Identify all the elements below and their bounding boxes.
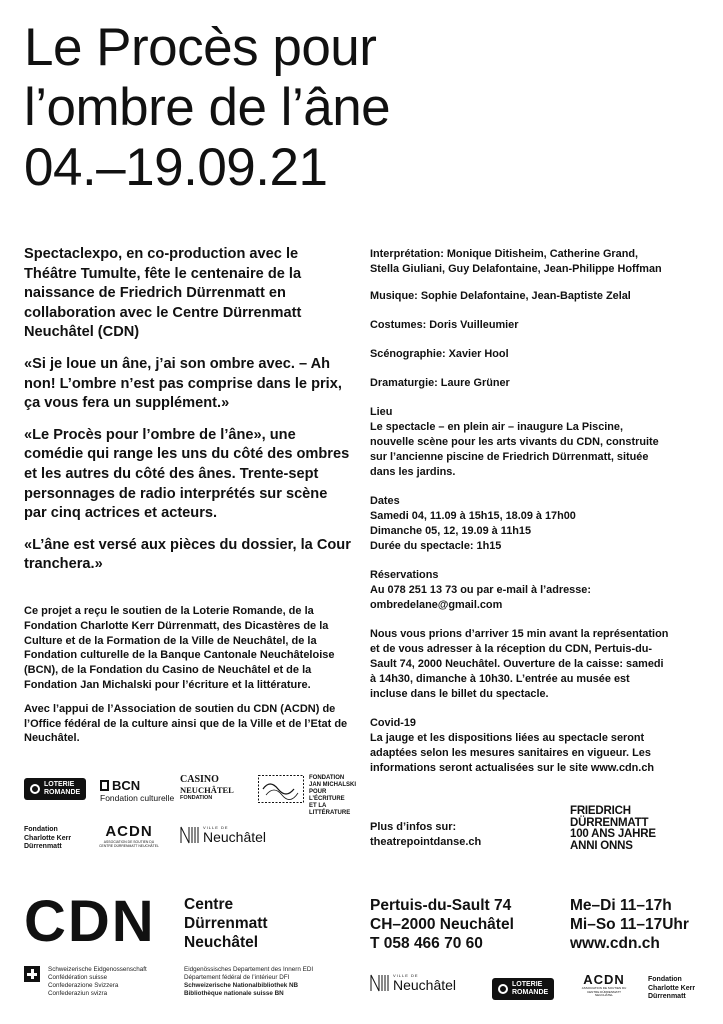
address-phone: T 058 466 70 60	[370, 935, 483, 952]
casino-neuchatel-logo	[180, 774, 250, 802]
acdn-sublabel: ASSOCIATION DE SOUTIEN DU CENTRE DÜRRENMATT NEUCHÂTEL	[99, 840, 159, 848]
loterie-romande-logo	[24, 778, 86, 800]
footer-ville-neuchatel-logo	[370, 974, 456, 992]
dates-section	[370, 494, 670, 554]
bcn-sublabel: Fondation culturelle	[100, 793, 175, 803]
address-street: Pertuis-du-Sault 74	[370, 897, 512, 914]
swiss-confederation-logo	[24, 966, 147, 998]
cdn-hours	[570, 896, 689, 953]
intro-paragraph-1: Spectaclexpo, en co-production avec le Théâtre Tumulte, fête le centenaire de la naissance de Friedrich Dürrenmatt en collaboration avec le Centre Dürrenmatt Neuchâtel (CDN)	[24, 246, 302, 341]
cdn-address	[370, 896, 514, 953]
hours-de: Mi–So 11–17Uhr	[570, 916, 689, 933]
cdn-name-1: Centre	[184, 896, 234, 913]
dates-line-2: Dimanche 05, 12, 19.09 à 11h15	[370, 525, 532, 537]
address-city: CH–2000 Neuchâtel	[370, 916, 514, 933]
acdn-label: ACDN	[105, 823, 153, 840]
michalski-ornament-icon	[258, 775, 304, 803]
fd-text-3: 100 ANS JAHRE	[570, 828, 656, 840]
intro-quote-1: «Si je loue un âne, j’ai son ombre avec. – Ah non! L’ombre n’est pas comprise dans le prix, ça vous fera un supplément.»	[24, 355, 342, 412]
footer-ckd-text-3: Dürrenmatt	[648, 993, 686, 1000]
ville-neuchatel-mark-icon	[180, 826, 200, 844]
loterie-circle-icon	[30, 784, 40, 794]
lieu-heading: Lieu	[370, 406, 393, 418]
casino-neuchatel-label: NEUCHÂTEL	[180, 785, 234, 795]
credit-scenographie: Scénographie: Xavier Hool	[370, 348, 509, 360]
swiss-cross-icon	[24, 966, 40, 982]
federal-department	[184, 966, 313, 998]
ville-small-label: VILLE DE	[203, 825, 229, 830]
intro-text	[24, 245, 354, 587]
title-line-1: Le Procès pour	[24, 18, 377, 77]
ville-neuchatel-logo	[180, 826, 266, 844]
intro-paragraph-2: «Le Procès pour l’ombre de l’âne», une comédie qui range les uns du côté des ombres et les autres du côté des ânes. Trente-sept personnages de radio interprétés sur scène par cinq actrices et acteurs.	[24, 426, 350, 522]
lieu-section	[370, 405, 670, 480]
dept-text-2: Département fédéral de l’intérieur DFI	[184, 974, 290, 981]
more-info-link[interactable]: theatrepointdanse.ch	[370, 836, 482, 848]
ckd-text-3: Dürrenmatt	[24, 843, 62, 850]
reservations-email[interactable]: ombredelane@gmail.com	[370, 599, 503, 611]
fondation-ckd-logo	[24, 826, 71, 852]
poster-title	[24, 18, 704, 198]
michalski-logo	[258, 775, 356, 817]
arrival-info: Nous vous prions d’arriver 15 min avant la représentation et de vous adresser à la réception du CDN, Pertuis-du-Sault 74, 2000 Neuchâtel. Ouverture de la caisse: samedi à 14h30, dimanche à 10h30. L’entrée au musée est incluse dans le billet du spectacle.	[370, 628, 669, 700]
dept-text-3: Schweizerische Nationalbibliothek NB	[184, 982, 299, 989]
reservations-section	[370, 568, 670, 613]
acdn-logo	[98, 824, 160, 848]
credit-costumes: Costumes: Doris Vuilleumier	[370, 319, 519, 331]
bcn-label: BCN	[112, 778, 141, 793]
info-column	[370, 247, 670, 790]
more-info-label: Plus d’infos sur:	[370, 821, 457, 833]
fd-text-2: DÜRRENMATT	[570, 816, 649, 829]
covid-section	[370, 716, 670, 776]
support-paragraph-1: Ce projet a reçu le soutien de la Loterie Romande, de la Fondation Charlotte Kerr Dürrenmatt, des Dicastères de la Culture et de la Formation de la Ville de Neuchâtel, de la Fondation culturelle de la Banque Cantonale Neuchâteloise (BCN), de la Fondation du Casino de Neuchâtel et de la Fondation Jan Michalski pour l’écriture et la littérature.	[24, 605, 335, 691]
michalski-text-1: FONDATION	[309, 775, 345, 781]
casino-fondation-label: FONDATION	[180, 795, 213, 801]
fd-100-logo	[570, 806, 656, 852]
footer-ville-small: VILLE DE	[393, 973, 419, 978]
casino-label: CASINO	[180, 774, 219, 785]
fd-text-4: ANNI ONNS	[570, 839, 633, 852]
cdn-name-2: Dürrenmatt	[184, 915, 268, 932]
reservations-heading: Réservations	[370, 569, 439, 581]
covid-text: La jauge et les dispositions liées au spectacle seront adaptées selon les mesures sanitaires en vigueur. Les informations seront actualisées sur le site www.cdn.ch	[370, 732, 655, 774]
loterie-text-1: LOTERIE	[44, 781, 75, 788]
michalski-text-4: L’ÉCRITURE	[309, 796, 345, 802]
michalski-text-5: ET LA	[309, 803, 327, 809]
fd-text-1: FRIEDRICH	[570, 805, 631, 817]
intro-quote-2: «L’âne est versé aux pièces du dossier, la Cour tranchera.»	[24, 536, 351, 573]
lieu-text: Le spectacle – en plein air – inaugure La Piscine, nouvelle scène pour les arts vivants du CDN, construite sur l’ancienne piscine de Friedrich Dürrenmatt, située dans les jardins.	[370, 421, 659, 478]
michalski-text-3: POUR	[309, 789, 327, 795]
reservations-phone: Au 078 251 13 73 ou par e-mail à l’adresse:	[370, 584, 591, 596]
footer-loterie-logo	[492, 978, 554, 1000]
footer-ville-mark-icon	[370, 974, 390, 992]
michalski-text-6: LITTÉRATURE	[309, 810, 351, 816]
credit-dramaturgie: Dramaturgie: Laure Grüner	[370, 377, 510, 389]
credit-musique: Musique: Sophie Delafontaine, Jean-Baptiste Zelal	[370, 290, 631, 302]
title-line-2: l’ombre de l’âne	[24, 78, 391, 137]
swiss-text-4: Confederaziun svizra	[48, 990, 108, 997]
support-text	[24, 604, 354, 755]
credit-interpretation: Interprétation: Monique Ditisheim, Catherine Grand, Stella Giuliani, Guy Delafontaine, Jean-Philippe Hoffman	[370, 248, 662, 275]
footer-acdn-logo	[578, 973, 630, 998]
swiss-text-1: Schweizerische Eidgenossenschaft	[48, 966, 147, 973]
dept-text-1: Eidgenössisches Departement des Innern EDI	[184, 966, 314, 973]
footer-ckd-text-2: Charlotte Kerr	[648, 984, 696, 992]
cdn-name-3: Neuchâtel	[184, 934, 259, 951]
footer-ville-label: Neuchâtel	[393, 977, 457, 993]
bcn-mark-icon	[100, 780, 109, 791]
footer-acdn-sublabel: ASSOCIATION DE SOUTIEN DU CENTRE DÜRRENMATT NEUCHÂTEL	[581, 986, 627, 998]
swiss-text-3: Confederazione Svizzera	[48, 982, 119, 989]
dates-line-1: Samedi 04, 11.09 à 15h15, 18.09 à 17h00	[370, 510, 576, 522]
dates-heading: Dates	[370, 495, 400, 507]
bcn-logo	[100, 778, 174, 803]
ckd-text-1: Fondation	[24, 826, 58, 833]
cdn-name	[184, 895, 268, 952]
title-dates: 04.–19.09.21	[24, 138, 328, 197]
support-paragraph-2: Avec l’appui de l’Association de soutien du CDN (ACDN) de l’Office fédéral de la culture ainsi que de la Ville et de l’Etat de Neuchâtel.	[24, 702, 348, 745]
footer-loterie-text-2: ROMANDE	[512, 989, 549, 996]
dates-duration: Durée du spectacle: 1h15	[370, 540, 502, 552]
ville-label: Neuchâtel	[203, 829, 267, 845]
footer-loterie-circle-icon	[498, 984, 508, 994]
michalski-text-2: JAN MICHALSKI	[309, 782, 357, 788]
ckd-text-2: Charlotte Kerr	[24, 834, 72, 842]
footer-ckd-text-1: Fondation	[648, 976, 682, 983]
more-info	[370, 820, 481, 850]
loterie-text-2: ROMANDE	[44, 789, 81, 796]
swiss-text-2: Confédération suisse	[48, 974, 108, 981]
cdn-logo: CDN	[24, 889, 156, 954]
footer-loterie-text-1: LOTERIE	[512, 981, 543, 988]
footer-ckd-logo	[648, 976, 695, 1002]
footer-acdn-label: ACDN	[583, 972, 625, 987]
covid-heading: Covid-19	[370, 717, 416, 729]
hours-fr: Me–Di 11–17h	[570, 897, 672, 914]
dept-text-4: Bibliothèque nationale suisse BN	[184, 990, 284, 997]
website-link[interactable]: www.cdn.ch	[570, 935, 660, 952]
